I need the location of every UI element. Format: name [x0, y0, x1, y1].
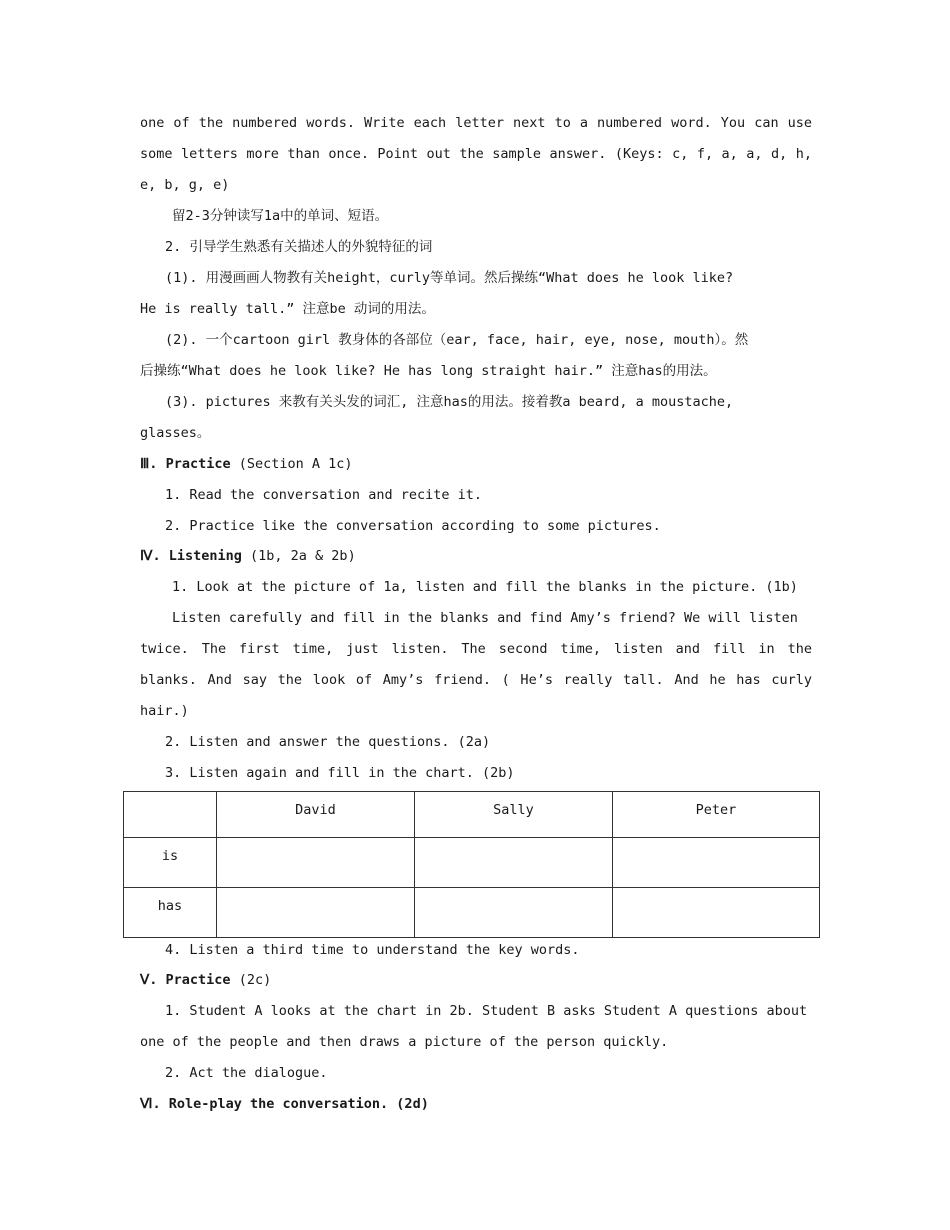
sec4-para-line3: blanks. And say the look of Amy’s friend. ( He’s really tall. And he has curly [140, 672, 812, 688]
sub2-line2: 后操练“What does he look like? He has long straight hair.” 注意has的用法。 [140, 363, 717, 379]
para1-line1: one of the numbered words. Write each letter next to a numbered word. You can use [140, 115, 812, 131]
section-6-title: Role-play the conversation. (2d) [168, 1096, 429, 1112]
sec4-item3: 3. Listen again and fill in the chart. (2b) [165, 765, 515, 781]
chart-header-row [124, 792, 820, 838]
sec3-item1: 1. Read the conversation and recite it. [165, 487, 482, 503]
section-3-number: Ⅲ. [140, 456, 158, 472]
para1-line2: some letters more than once. Point out the sample answer. (Keys: c, f, a, a, d, h, [140, 146, 812, 162]
fill-in-chart [123, 791, 820, 938]
para2: 留2-3分钟读写1a中的单词、短语。 [172, 208, 389, 224]
section-3-title: Practice [165, 456, 231, 472]
section-4-title: Listening [168, 548, 242, 564]
section-5-number: Ⅴ. [140, 972, 158, 988]
chart-cell [217, 838, 415, 888]
section-4-note: (1b, 2a & 2b) [250, 548, 356, 564]
chart-row [124, 838, 820, 888]
sec4-item1: 1. Look at the picture of 1a, listen and fill the blanks in the picture. (1b) [172, 579, 798, 595]
sec5-item1-line2: one of the people and then draws a picture of the person quickly. [140, 1034, 669, 1050]
sub3-line1: (3). pictures 来教有关头发的词汇, 注意has的用法。接着教a beard, a moustache, [165, 394, 734, 410]
section-4-heading [140, 546, 812, 566]
sec5-item2: 2. Act the dialogue. [165, 1065, 328, 1081]
sec4-item2: 2. Listen and answer the questions. (2a) [165, 734, 491, 750]
chart-header-cell: Peter [613, 792, 820, 838]
sec4-item4: 4. Listen a third time to understand the key words. [165, 942, 580, 958]
chart-cell [613, 838, 820, 888]
para1-line3: e, b, g, e) [140, 177, 230, 193]
sec3-item2: 2. Practice like the conversation according to some pictures. [165, 518, 661, 534]
section-6-heading [140, 1094, 812, 1114]
chart-cell [415, 888, 613, 938]
section-3-heading [140, 454, 812, 474]
section-6-number: Ⅵ. [140, 1096, 161, 1112]
item2: 2. 引导学生熟悉有关描述人的外貌特征的词 [165, 239, 433, 255]
section-5-note: (2c) [238, 972, 272, 988]
sec5-item1-line1: 1. Student A looks at the chart in 2b. Student B asks Student A questions about [165, 1003, 808, 1019]
sec4-para-line4: hair.) [140, 703, 189, 719]
section-3-note: (Section A 1c) [238, 456, 353, 472]
section-5-heading [140, 970, 812, 990]
chart-row-label: has [124, 888, 217, 938]
sub3-line2: glasses。 [140, 425, 211, 441]
sub2-line1: (2). 一个cartoon girl 教身体的各部位（ear, face, hair, eye, nose, mouth）。然 [165, 332, 749, 348]
chart-header-cell [124, 792, 217, 838]
chart-cell [613, 888, 820, 938]
chart-row [124, 888, 820, 938]
chart-cell [415, 838, 613, 888]
sub1-line1: (1). 用漫画画人物教有关height，curly等单词。然后操练“What does he look like? [165, 270, 734, 286]
chart-header-cell: David [217, 792, 415, 838]
chart-row-label: is [124, 838, 217, 888]
sec4-para-line2: twice. The first time, just listen. The second time, listen and fill in the [140, 641, 812, 657]
chart-header-cell: Sally [415, 792, 613, 838]
chart-cell [217, 888, 415, 938]
sub1-line2: He is really tall.” 注意be 动词的用法。 [140, 301, 435, 317]
sec4-para-line1: Listen carefully and fill in the blanks and find Amy’s friend? We will listen [172, 610, 798, 626]
section-4-number: Ⅳ. [140, 548, 161, 564]
section-5-title: Practice [165, 972, 231, 988]
